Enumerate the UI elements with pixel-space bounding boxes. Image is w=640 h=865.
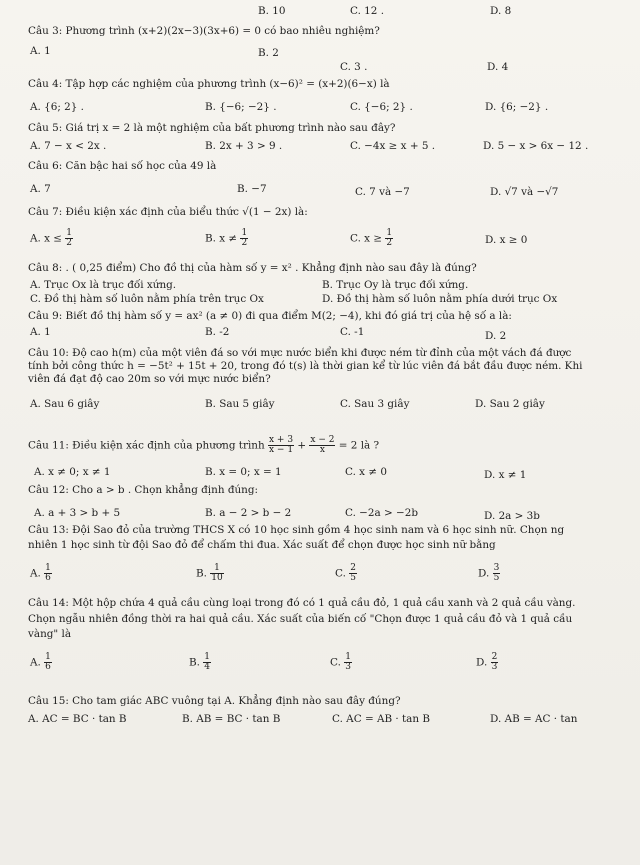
question-3-stem: Câu 3: Phương trình (x+2)(2x−3)(3x+6) = 0 có bao nhiêu nghiệm? — [28, 25, 380, 37]
q9-option-b: B. -2 — [205, 326, 230, 338]
question-7-stem: Câu 7: Điều kiện xác định của biểu thức √(1 − 2x) là: — [28, 206, 308, 218]
fraction-denominator: 3 — [491, 662, 498, 672]
fraction-numerator: x − 2 — [310, 435, 335, 445]
q13-option-a-label: A. — [30, 567, 41, 580]
q11-stem-end: = 2 là ? — [338, 439, 380, 452]
q6-option-a: A. 7 — [30, 183, 51, 195]
q7-option-a — [30, 229, 73, 248]
fraction-denominator: 6 — [45, 573, 51, 583]
q7-option-a-label: A. x ≤ — [30, 232, 62, 245]
fraction-denominator: 2 — [241, 238, 248, 248]
q8-option-d: D. Đồ thị hàm số luôn nằm phía dưới trục Ox — [322, 293, 558, 305]
q10-option-c: C. Sau 3 giây — [340, 398, 410, 410]
q6-option-d: D. √7 và −√7 — [490, 186, 559, 198]
q6-option-b: B. −7 — [237, 183, 267, 195]
q7-option-c-label: C. x ≥ — [350, 232, 383, 245]
q14-option-b — [189, 653, 211, 672]
fraction-numerator: 1 — [66, 228, 73, 238]
q12-option-b: B. a − 2 > b − 2 — [205, 507, 292, 519]
q8-option-a: A. Trục Ox là trục đối xứng. — [30, 279, 177, 291]
q7-option-b-fraction — [240, 229, 248, 248]
q13-option-a — [30, 564, 52, 583]
fraction-numerator: 1 — [210, 564, 223, 574]
q13-option-b-label: B. — [196, 567, 207, 580]
q5-option-a: A. 7 − x < 2x . — [30, 140, 107, 152]
fraction-numerator: 2 — [491, 652, 498, 662]
q5-option-c: C. −4x ≥ x + 5 . — [350, 140, 436, 152]
q14-option-d — [476, 653, 498, 672]
q14-option-c — [330, 653, 352, 672]
fraction-denominator: 10 — [211, 573, 223, 583]
fraction-denominator: 4 — [204, 662, 210, 672]
prev-option-d: D. 8 — [490, 5, 512, 17]
q9-option-d: D. 2 — [485, 330, 507, 342]
q15-option-c: C. AC = AB · tan B — [332, 713, 431, 725]
question-8-stem: Câu 8: . ( 0,25 điểm) Cho đồ thị của hàm số y = x² . Khẳng định nào sau đây là đúng? — [28, 262, 477, 274]
fraction-numerator: 3 — [493, 563, 500, 573]
q3-option-c: C. 3 . — [340, 61, 368, 73]
q14-option-b-fraction — [203, 653, 211, 672]
fraction-numerator: 2 — [350, 563, 356, 573]
q5-option-b: B. 2x + 3 > 9 . — [205, 140, 283, 152]
question-6-stem: Câu 6: Căn bậc hai số học của 49 là — [28, 160, 217, 172]
q11-plus-sign: + — [297, 439, 307, 452]
q14-option-c-fraction — [344, 653, 352, 672]
q15-option-a: A. AC = BC · tan B — [28, 713, 127, 725]
fraction-denominator: 6 — [45, 662, 51, 672]
q14-option-a — [30, 653, 52, 672]
q3-option-a: A. 1 — [30, 45, 51, 57]
question-10-stem-line3: viên đá đạt độ cao 20m so với mực nước biển? — [28, 373, 271, 385]
q13-option-a-fraction — [44, 564, 52, 583]
question-15-stem: Câu 15: Cho tam giác ABC vuông tại A. Khẳng định nào sau đây đúng? — [28, 695, 401, 707]
q7-option-c — [350, 229, 393, 248]
q8-option-c: C. Đồ thị hàm số luôn nằm phía trên trục Ox — [30, 293, 264, 305]
q15-option-b: B. AB = BC · tan B — [182, 713, 281, 725]
question-5-stem: Câu 5: Giá trị x = 2 là một nghiệm của bất phương trình nào sau đây? — [28, 122, 396, 134]
q7-option-b-label: B. x ≠ — [205, 232, 238, 245]
q7-option-a-fraction — [65, 229, 73, 248]
q3-option-b: B. 2 — [258, 47, 279, 59]
q13-option-b — [196, 564, 224, 583]
q13-option-d-fraction — [493, 564, 501, 583]
fraction-numerator: 1 — [45, 563, 51, 573]
prev-option-b: B. 10 — [258, 5, 286, 17]
q11-option-c: C. x ≠ 0 — [345, 466, 387, 478]
question-14-stem-line1: Câu 14: Một hộp chứa 4 quả cầu cùng loại trong đó có 1 quả cầu đỏ, 1 quả cầu xanh và 2 quả cầu vàng. — [28, 597, 576, 609]
q13-option-c-fraction — [349, 564, 357, 583]
question-14-stem-line3: vàng" là — [28, 628, 72, 640]
q4-option-b: B. {−6; −2} . — [205, 101, 277, 113]
question-10-stem-line2: tính bởi công thức h = −5t² + 15t + 20, trong đó t(s) là thời gian kể từ lúc viên đá bắt đầu được ném. Khi — [28, 360, 583, 372]
fraction-denominator: 5 — [493, 573, 500, 583]
fraction-denominator: 2 — [66, 238, 73, 248]
q5-option-d: D. 5 − x > 6x − 12 . — [483, 140, 589, 152]
fraction-denominator: 2 — [386, 238, 393, 248]
q4-option-c: C. {−6; 2} . — [350, 101, 413, 113]
q7-option-b — [205, 229, 248, 248]
blank-page-area — [0, 800, 640, 865]
question-11-stem — [28, 436, 379, 455]
q9-option-a: A. 1 — [30, 326, 51, 338]
question-10-stem-line1: Câu 10: Độ cao h(m) của một viên đá so với mực nước biển khi được ném từ đỉnh của một vách đá được — [28, 347, 572, 359]
q11-option-d: D. x ≠ 1 — [484, 469, 527, 481]
q10-option-a: A. Sau 6 giây — [30, 398, 100, 410]
q8-option-b: B. Trục Oy là trục đối xứng. — [322, 279, 469, 291]
question-9-stem: Câu 9: Biết đồ thị hàm số y = ax² (a ≠ 0) đi qua điểm M(2; −4), khi đó giá trị của hệ số a là: — [28, 310, 512, 322]
q15-option-d: D. AB = AC · tan — [490, 713, 578, 725]
q11-stem-text: Câu 11: Điều kiện xác định của phương trình — [28, 439, 265, 452]
fraction-numerator: 1 — [386, 228, 393, 238]
fraction-numerator: 1 — [241, 228, 248, 238]
q4-option-a: A. {6; 2} . — [30, 101, 84, 113]
fraction-denominator: 3 — [345, 662, 351, 672]
fraction-denominator: x − 1 — [268, 445, 294, 455]
prev-option-c: C. 12 . — [350, 5, 385, 17]
q14-option-a-fraction — [44, 653, 52, 672]
q9-option-c: C. -1 — [340, 326, 365, 338]
question-4-stem: Câu 4: Tập hợp các nghiệm của phương trình (x−6)² = (x+2)(6−x) là — [28, 78, 390, 90]
fraction-denominator: 5 — [350, 573, 356, 583]
q14-option-a-label: A. — [30, 656, 41, 669]
q11-option-b: B. x = 0; x = 1 — [205, 466, 282, 478]
q11-option-a: A. x ≠ 0; x ≠ 1 — [34, 466, 111, 478]
q7-option-c-fraction — [385, 229, 393, 248]
q13-option-c — [335, 564, 357, 583]
q14-option-d-fraction — [491, 653, 499, 672]
q14-option-d-label: D. — [476, 656, 488, 669]
question-12-stem: Câu 12: Cho a > b . Chọn khẳng định đúng: — [28, 484, 259, 496]
q11-fraction-1 — [268, 436, 294, 455]
question-13-stem-line1: Câu 13: Đội Sao đỏ của trường THCS X có 10 học sinh gồm 4 học sinh nam và 6 học sinh nữ. Chọn ng — [28, 524, 565, 536]
fraction-numerator: 1 — [345, 652, 351, 662]
fraction-numerator: 1 — [45, 652, 51, 662]
question-13-stem-line2: nhiên 1 học sinh từ đội Sao đỏ để chấm thi đua. Xác suất để chọn được học sinh nữ bằng — [28, 539, 496, 551]
q10-option-b: B. Sau 5 giây — [205, 398, 275, 410]
q12-option-c: C. −2a > −2b — [345, 507, 418, 519]
q11-fraction-2 — [309, 436, 335, 455]
fraction-denominator: x — [319, 445, 325, 455]
fraction-numerator: 1 — [204, 652, 210, 662]
fraction-numerator: x + 3 — [268, 435, 294, 445]
q13-option-d-label: D. — [478, 567, 490, 580]
q4-option-d: D. {6; −2} . — [485, 101, 549, 113]
q12-option-d: D. 2a > 3b — [484, 510, 540, 522]
q14-option-c-label: C. — [330, 656, 341, 669]
q7-option-d: D. x ≥ 0 — [485, 234, 528, 246]
q13-option-b-fraction — [210, 564, 223, 583]
q10-option-d: D. Sau 2 giây — [475, 398, 545, 410]
q3-option-d: D. 4 — [487, 61, 509, 73]
q13-option-c-label: C. — [335, 567, 346, 580]
q13-option-d — [478, 564, 500, 583]
q12-option-a: A. a + 3 > b + 5 — [34, 507, 121, 519]
q14-option-b-label: B. — [189, 656, 200, 669]
question-14-stem-line2: Chọn ngẫu nhiên đồng thời ra hai quả cầu. Xác suất của biến cố "Chọn được 1 quả cầu đỏ và 1 quả cầu — [28, 613, 573, 625]
q6-option-c: C. 7 và −7 — [355, 186, 410, 198]
